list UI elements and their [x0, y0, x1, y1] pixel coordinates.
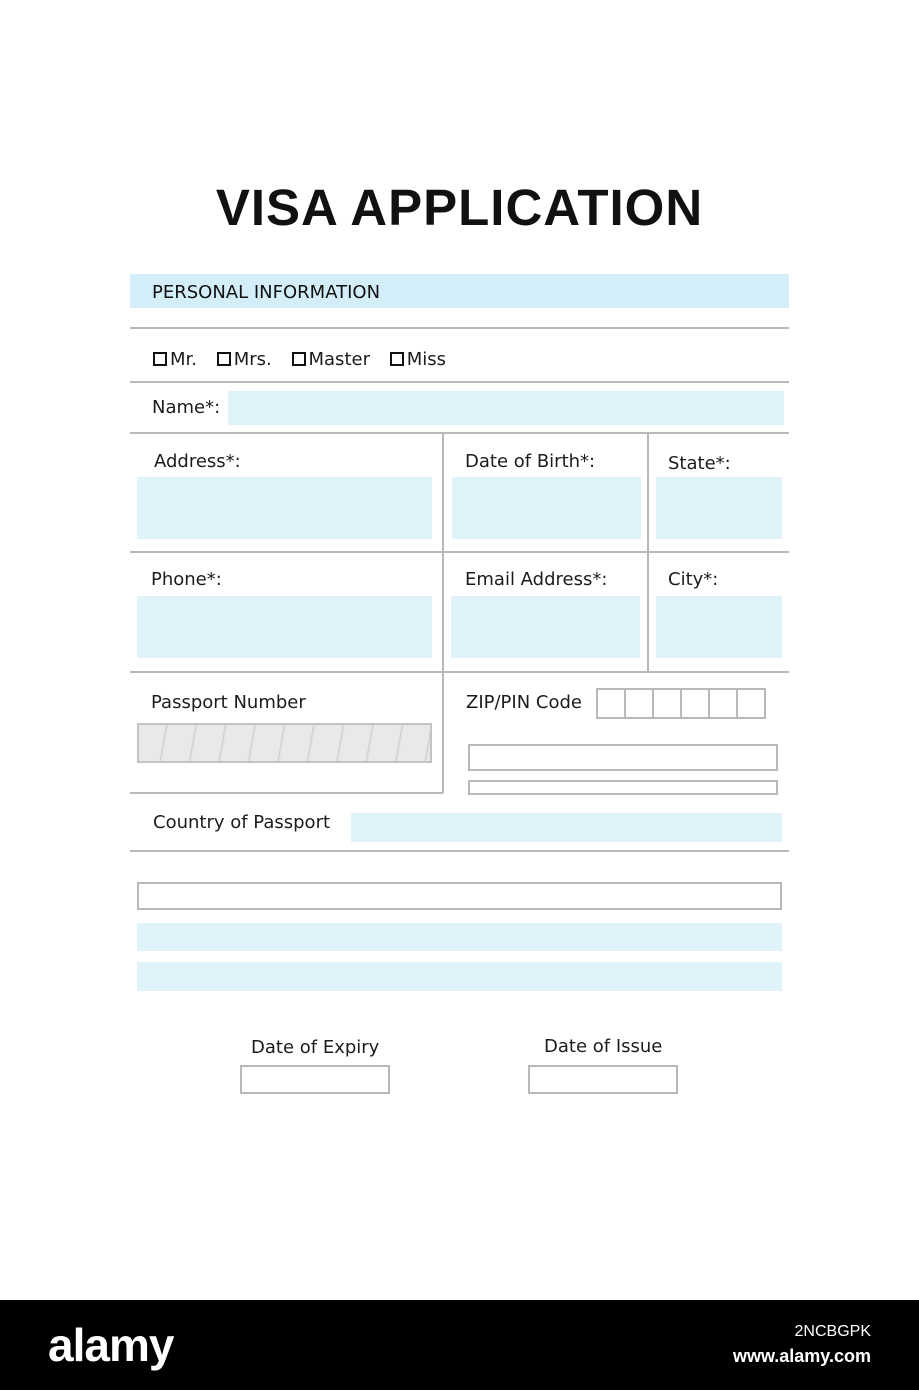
divider [130, 671, 789, 673]
salutation-label: Miss [406, 349, 447, 370]
form-title: VISA APPLICATION [215, 179, 704, 236]
address-field[interactable] [137, 477, 432, 539]
divider [130, 432, 789, 434]
city-field[interactable] [656, 596, 782, 658]
zip-digit-box[interactable] [680, 688, 710, 719]
zip-pin-cells [596, 688, 764, 719]
salutation-option[interactable] [217, 349, 272, 370]
date-of-birth-label: Date of Birth*: [465, 451, 596, 472]
date-of-birth-field[interactable] [452, 477, 641, 539]
salutation-option[interactable] [292, 349, 370, 370]
name-label: Name*: [152, 397, 221, 418]
column-divider [647, 432, 649, 673]
salutation-option[interactable] [153, 349, 197, 370]
zip-pin-label: ZIP/PIN Code [466, 692, 582, 713]
phone-field[interactable] [137, 596, 432, 658]
blank-text-box[interactable] [137, 882, 782, 910]
section-title: PERSONAL INFORMATION [152, 282, 381, 303]
divider [130, 551, 789, 553]
zip-digit-box[interactable] [624, 688, 654, 719]
salutation-option[interactable] [390, 349, 446, 370]
email-label: Email Address*: [465, 569, 608, 590]
passport-number-label: Passport Number [151, 692, 306, 713]
state-label: State*: [668, 453, 731, 474]
email-field[interactable] [451, 596, 640, 658]
zip-digit-box[interactable] [652, 688, 682, 719]
divider [130, 327, 789, 329]
date-of-expiry-label: Date of Expiry [251, 1037, 380, 1058]
country-of-passport-field[interactable] [351, 813, 782, 842]
zip-digit-box[interactable] [708, 688, 738, 719]
zip-digit-box[interactable] [736, 688, 766, 719]
salutation-label: Master [308, 349, 370, 370]
image-id: 2NCBGPK [794, 1323, 871, 1340]
divider [130, 850, 789, 852]
address-label: Address*: [154, 451, 241, 472]
passport-number-field[interactable] [137, 723, 432, 763]
checkbox[interactable] [153, 352, 167, 366]
blank-fill-line[interactable] [137, 962, 782, 991]
country-of-passport-label: Country of Passport [153, 812, 331, 833]
salutation-group [153, 349, 460, 370]
checkbox[interactable] [390, 352, 404, 366]
date-of-issue-field[interactable] [528, 1065, 678, 1094]
date-of-expiry-field[interactable] [240, 1065, 390, 1094]
state-field[interactable] [656, 477, 782, 539]
divider [130, 381, 789, 383]
city-label: City*: [668, 569, 719, 590]
divider [130, 792, 443, 794]
checkbox[interactable] [292, 352, 306, 366]
address-line-box[interactable] [468, 780, 778, 795]
checkbox[interactable] [217, 352, 231, 366]
address-line-box[interactable] [468, 744, 778, 771]
phone-label: Phone*: [151, 569, 222, 590]
zip-digit-box[interactable] [596, 688, 626, 719]
footer-url: www.alamy.com [732, 1346, 871, 1366]
date-of-issue-label: Date of Issue [544, 1036, 663, 1057]
salutation-label: Mr. [170, 349, 197, 370]
name-field[interactable] [228, 391, 784, 425]
salutation-label: Mrs. [233, 349, 272, 370]
blank-fill-line[interactable] [137, 923, 782, 951]
alamy-logo: alamy [48, 1319, 174, 1371]
column-divider [442, 432, 444, 793]
